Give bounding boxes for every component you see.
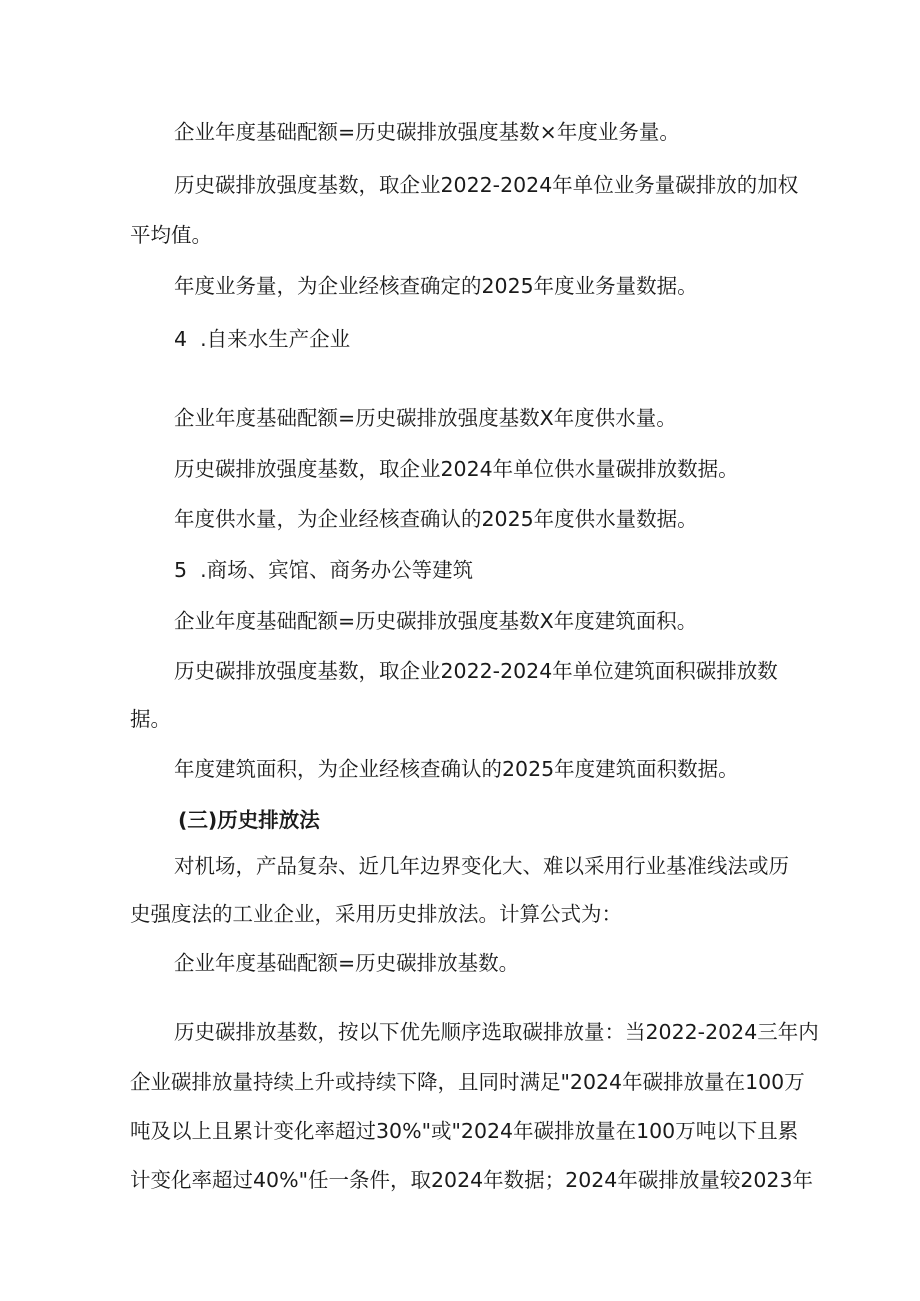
paragraph-line: 据。 [130,707,171,731]
paragraph-line: 吨及以上且累计变化率超过30%"或"2024年碳排放量在100万吨以下且累 [130,1119,799,1143]
paragraph-line: 企业碳排放量持续上升或持续下降，且同时满足"2024年碳排放量在100万 [130,1070,805,1094]
section-heading: 4 .自来水生产企业 [174,327,351,351]
paragraph-line: 企业年度基础配额=历史碳排放强度基数X年度供水量。 [174,406,677,430]
paragraph-line: 历史碳排放基数，按以下优先顺序选取碳排放量：当2022-2024三年内 [174,1020,819,1044]
paragraph-line: 年度建筑面积，为企业经核查确认的2025年度建筑面积数据。 [174,757,739,781]
paragraph-line: 历史碳排放强度基数，取企业2022-2024年单位业务量碳排放的加权 [174,173,799,197]
paragraph-line: 平均值。 [130,223,212,247]
paragraph-line: 史强度法的工业企业，采用历史排放法。计算公式为： [130,902,622,926]
paragraph-line: 对机场，产品复杂、近几年边界变化大、难以采用行业基准线法或历 [174,854,789,878]
section-heading: 5 .商场、宾馆、商务办公等建筑 [174,558,474,582]
paragraph-line: 企业年度基础配额=历史碳排放强度基数X年度建筑面积。 [174,609,698,633]
paragraph-line: 年度业务量，为企业经核查确定的2025年度业务量数据。 [174,274,698,298]
paragraph-line: 企业年度基础配额=历史碳排放基数。 [174,951,520,975]
paragraph-line: 企业年度基础配额=历史碳排放强度基数×年度业务量。 [174,120,680,144]
paragraph-line: 计变化率超过40%"任一条件，取2024年数据；2024年碳排放量较2023年 [130,1168,814,1192]
paragraph-line: 年度供水量，为企业经核查确认的2025年度供水量数据。 [174,507,698,531]
section-heading-bold: (三)历史排放法 [178,808,320,832]
paragraph-line: 历史碳排放强度基数，取企业2022-2024年单位建筑面积碳排放数 [174,659,778,683]
paragraph-line: 历史碳排放强度基数，取企业2024年单位供水量碳排放数据。 [174,457,739,481]
